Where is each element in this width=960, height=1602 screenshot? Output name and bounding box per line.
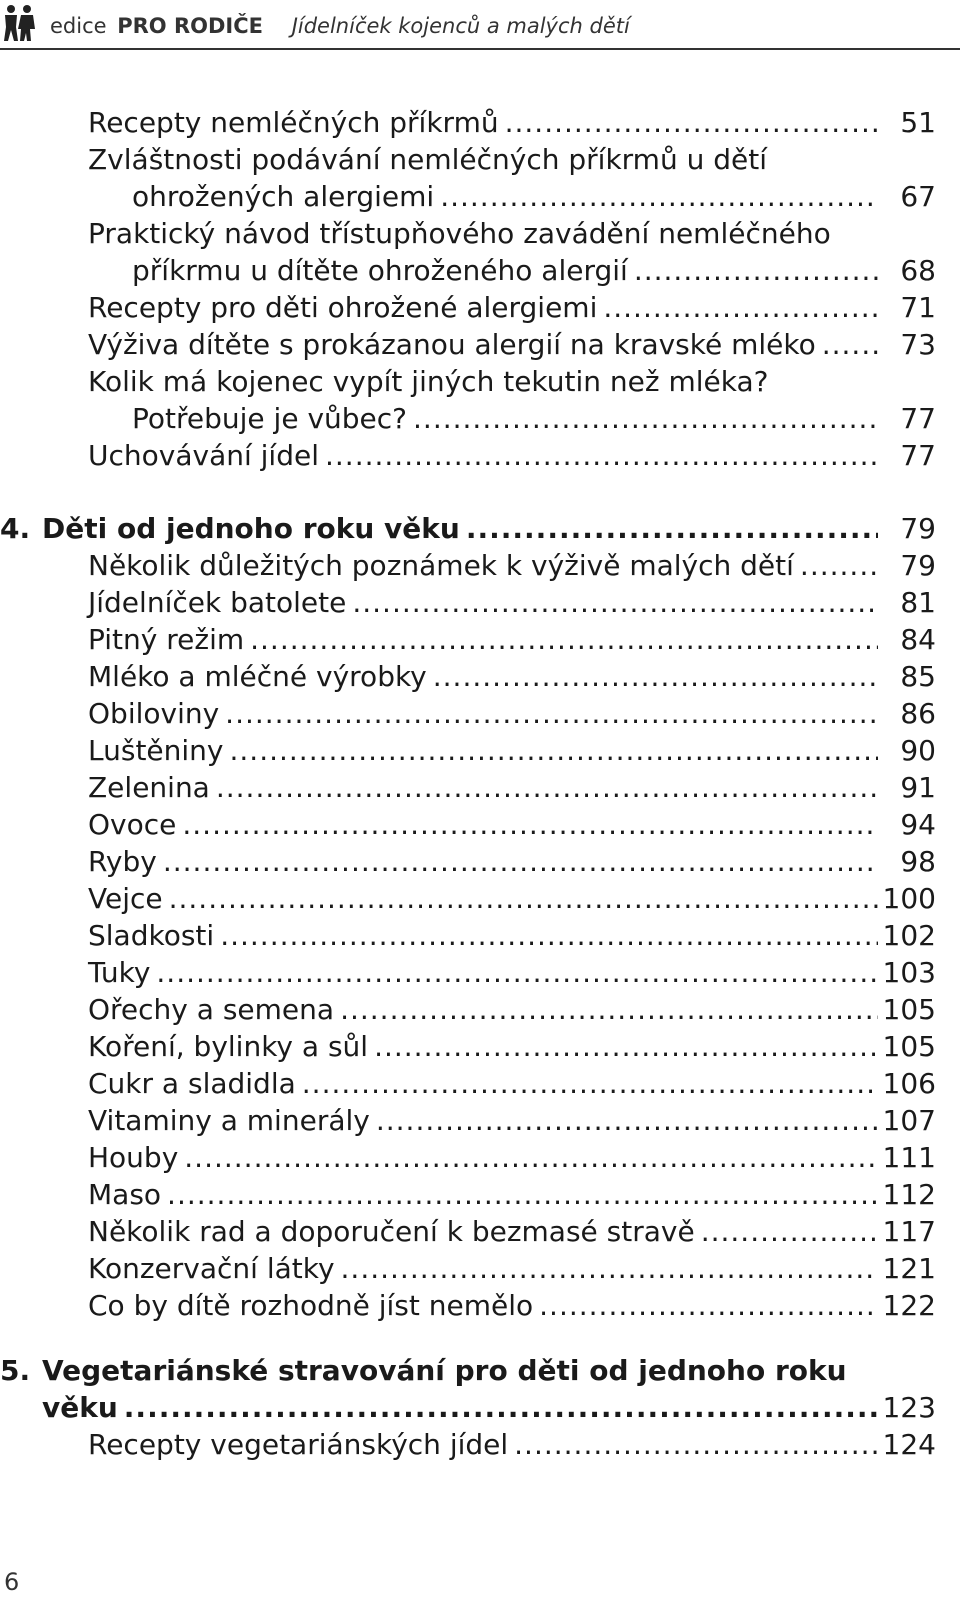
toc-entry-page: 84	[900, 623, 936, 656]
toc-entry	[0, 1028, 960, 1065]
toc-entry-page: 73	[900, 328, 936, 361]
toc-entry-page: 85	[900, 660, 936, 693]
leader-dots	[413, 400, 878, 437]
toc-entry-title: Tuky	[88, 956, 151, 989]
toc-entry	[0, 1250, 960, 1287]
leader-dots	[466, 510, 878, 547]
toc-entry-title: Maso	[88, 1178, 162, 1211]
toc-entry	[0, 1287, 960, 1324]
toc-entry-page: 77	[900, 439, 936, 472]
leader-dots	[376, 1102, 878, 1139]
leader-dots	[182, 806, 878, 843]
toc-entry-title: Ovoce	[88, 808, 177, 841]
toc-entry-title: Praktický návod třístupňového zavádění nemléčného	[88, 217, 831, 250]
leader-dots	[184, 1139, 878, 1176]
leader-dots	[603, 289, 878, 326]
toc-entry-title: Co by dítě rozhodně jíst nemělo	[88, 1289, 534, 1322]
toc-entry	[0, 806, 960, 843]
leader-dots	[800, 547, 878, 584]
toc-chapter-5-continued	[0, 1389, 960, 1426]
toc-entry-page: 81	[900, 586, 936, 619]
toc-entry-page: 51	[900, 106, 936, 139]
toc-entry-page: 91	[900, 771, 936, 804]
toc-entry	[0, 695, 960, 732]
toc-entry-page: 79	[900, 549, 936, 582]
toc-entry	[0, 769, 960, 806]
toc-entry	[0, 326, 960, 363]
header-edice: edice	[50, 14, 107, 38]
toc-entry	[0, 843, 960, 880]
page-header	[0, 0, 960, 50]
toc-entry	[0, 1139, 960, 1176]
toc-chapter-5	[0, 1352, 960, 1389]
toc-entry-title: Recepty vegetariánských jídel	[88, 1428, 509, 1461]
toc-entry-title: Mléko a mléčné výrobky	[88, 660, 427, 693]
leader-dots	[514, 1426, 878, 1463]
chapter-page: 123	[882, 1391, 936, 1424]
leader-dots	[341, 1250, 878, 1287]
toc-entry	[0, 141, 960, 178]
toc-entry-title: Ořechy a semena	[88, 993, 335, 1026]
toc-entry	[0, 547, 960, 584]
header-book-title: Jídelníček kojenců a malých dětí	[291, 14, 630, 38]
toc-entry-title: Koření, bylinky a sůl	[88, 1030, 369, 1063]
chapter-title: Vegetariánské stravování pro děti od jednoho roku	[42, 1354, 847, 1387]
toc-entry-title: Ryby	[88, 845, 157, 878]
toc-entry-page: 86	[900, 697, 936, 730]
leader-dots	[163, 843, 878, 880]
leader-dots	[220, 917, 878, 954]
header-series: PRO RODIČE	[117, 14, 263, 38]
toc-entry-page: 68	[900, 254, 936, 287]
toc-entry	[0, 1213, 960, 1250]
toc-entry	[0, 437, 960, 474]
toc-entry-title: Vejce	[88, 882, 163, 915]
toc-entry	[0, 1176, 960, 1213]
leader-dots	[169, 880, 878, 917]
toc-entry-page: 67	[900, 180, 936, 213]
toc-entry	[0, 621, 960, 658]
header-text	[50, 14, 630, 38]
toc-entry-title: Pitný režim	[88, 623, 245, 656]
toc-entry-title: Obiloviny	[88, 697, 220, 730]
toc-entry-page: 112	[882, 1178, 936, 1211]
toc-entry	[0, 1102, 960, 1139]
leader-dots	[634, 252, 878, 289]
toc-entry-continued	[0, 252, 960, 289]
toc-entry-page: 106	[882, 1067, 936, 1100]
toc-entry-page: 98	[900, 845, 936, 878]
leader-dots	[352, 584, 878, 621]
toc-entry-page: 105	[882, 1030, 936, 1063]
chapter-page: 79	[900, 512, 936, 545]
toc-entry-page: 111	[882, 1141, 936, 1174]
toc-entry	[0, 289, 960, 326]
toc-entry-page: 124	[882, 1428, 936, 1461]
leader-dots	[124, 1389, 878, 1426]
toc-entry-title: Zvláštnosti podávání nemléčných příkrmů u dětí	[88, 143, 767, 176]
toc-entry	[0, 1065, 960, 1102]
toc-entry	[0, 658, 960, 695]
leader-dots	[250, 621, 878, 658]
toc-entry-page: 117	[882, 1215, 936, 1248]
leader-dots	[539, 1287, 878, 1324]
toc-entry-page: 100	[882, 882, 936, 915]
toc-entry	[0, 917, 960, 954]
table-of-contents	[0, 104, 960, 1463]
toc-entry	[0, 104, 960, 141]
toc-entry-title: Konzervační látky	[88, 1252, 335, 1285]
toc-entry-title: Několik rad a doporučení k bezmasé stravě	[88, 1215, 695, 1248]
leader-dots	[156, 954, 878, 991]
leader-dots	[325, 437, 878, 474]
leader-dots	[230, 732, 879, 769]
chapter-number: 4.	[0, 512, 31, 545]
toc-entry	[0, 880, 960, 917]
leader-dots	[505, 104, 878, 141]
family-logo-icon	[2, 3, 36, 43]
toc-entry-title: Uchovávání jídel	[88, 439, 319, 472]
toc-entry-page: 107	[882, 1104, 936, 1137]
toc-entry	[0, 584, 960, 621]
toc-entry	[0, 1426, 960, 1463]
toc-entry-continued	[0, 400, 960, 437]
toc-entry-page: 77	[900, 402, 936, 435]
toc-entry-title: Sladkosti	[88, 919, 215, 952]
toc-entry-title: Zelenina	[88, 771, 210, 804]
leader-dots	[822, 326, 878, 363]
toc-entry-page: 122	[882, 1289, 936, 1322]
leader-dots	[225, 695, 878, 732]
toc-entry-title: příkrmu u dítěte ohroženého alergií	[132, 254, 628, 287]
toc-entry-title: Několik důležitých poznámek k výživě malých dětí	[88, 549, 794, 582]
toc-entry-title: Výživa dítěte s prokázanou alergií na kravské mléko	[88, 328, 816, 361]
toc-entry-continued	[0, 178, 960, 215]
toc-entry	[0, 215, 960, 252]
toc-chapter-4	[0, 510, 960, 547]
toc-entry-page: 102	[882, 919, 936, 952]
toc-entry-title: Jídelníček batolete	[88, 586, 347, 619]
toc-entry-page: 103	[882, 956, 936, 989]
chapter-title: Děti od jednoho roku věku	[42, 512, 460, 545]
page-number: 6	[4, 1568, 20, 1596]
leader-dots	[302, 1065, 878, 1102]
toc-entry-page: 121	[882, 1252, 936, 1285]
leader-dots	[340, 991, 878, 1028]
toc-entry	[0, 363, 960, 400]
toc-entry-title: Luštěniny	[88, 734, 224, 767]
toc-entry-title: Kolik má kojenec vypít jiných tekutin než mléka?	[88, 365, 769, 398]
toc-entry-title: Cukr a sladidla	[88, 1067, 296, 1100]
leader-dots	[167, 1176, 878, 1213]
leader-dots	[701, 1213, 878, 1250]
toc-entry-title: Potřebuje je vůbec?	[132, 402, 408, 435]
leader-dots	[433, 658, 878, 695]
toc-entry	[0, 991, 960, 1028]
toc-entry-title: ohrožených alergiemi	[132, 180, 435, 213]
toc-entry-title: Recepty pro děti ohrožené alergiemi	[88, 291, 598, 324]
toc-entry-title: Vitaminy a minerály	[88, 1104, 370, 1137]
toc-entry	[0, 732, 960, 769]
toc-entry-page: 105	[882, 993, 936, 1026]
leader-dots	[374, 1028, 878, 1065]
toc-entry-page: 90	[900, 734, 936, 767]
chapter-title: věku	[42, 1391, 118, 1424]
toc-entry-page: 94	[900, 808, 936, 841]
toc-entry	[0, 954, 960, 991]
toc-entry-page: 71	[900, 291, 936, 324]
leader-dots	[440, 178, 878, 215]
chapter-number: 5.	[0, 1354, 31, 1387]
toc-entry-title: Houby	[88, 1141, 179, 1174]
toc-entry-title: Recepty nemléčných příkrmů	[88, 106, 499, 139]
leader-dots	[216, 769, 878, 806]
